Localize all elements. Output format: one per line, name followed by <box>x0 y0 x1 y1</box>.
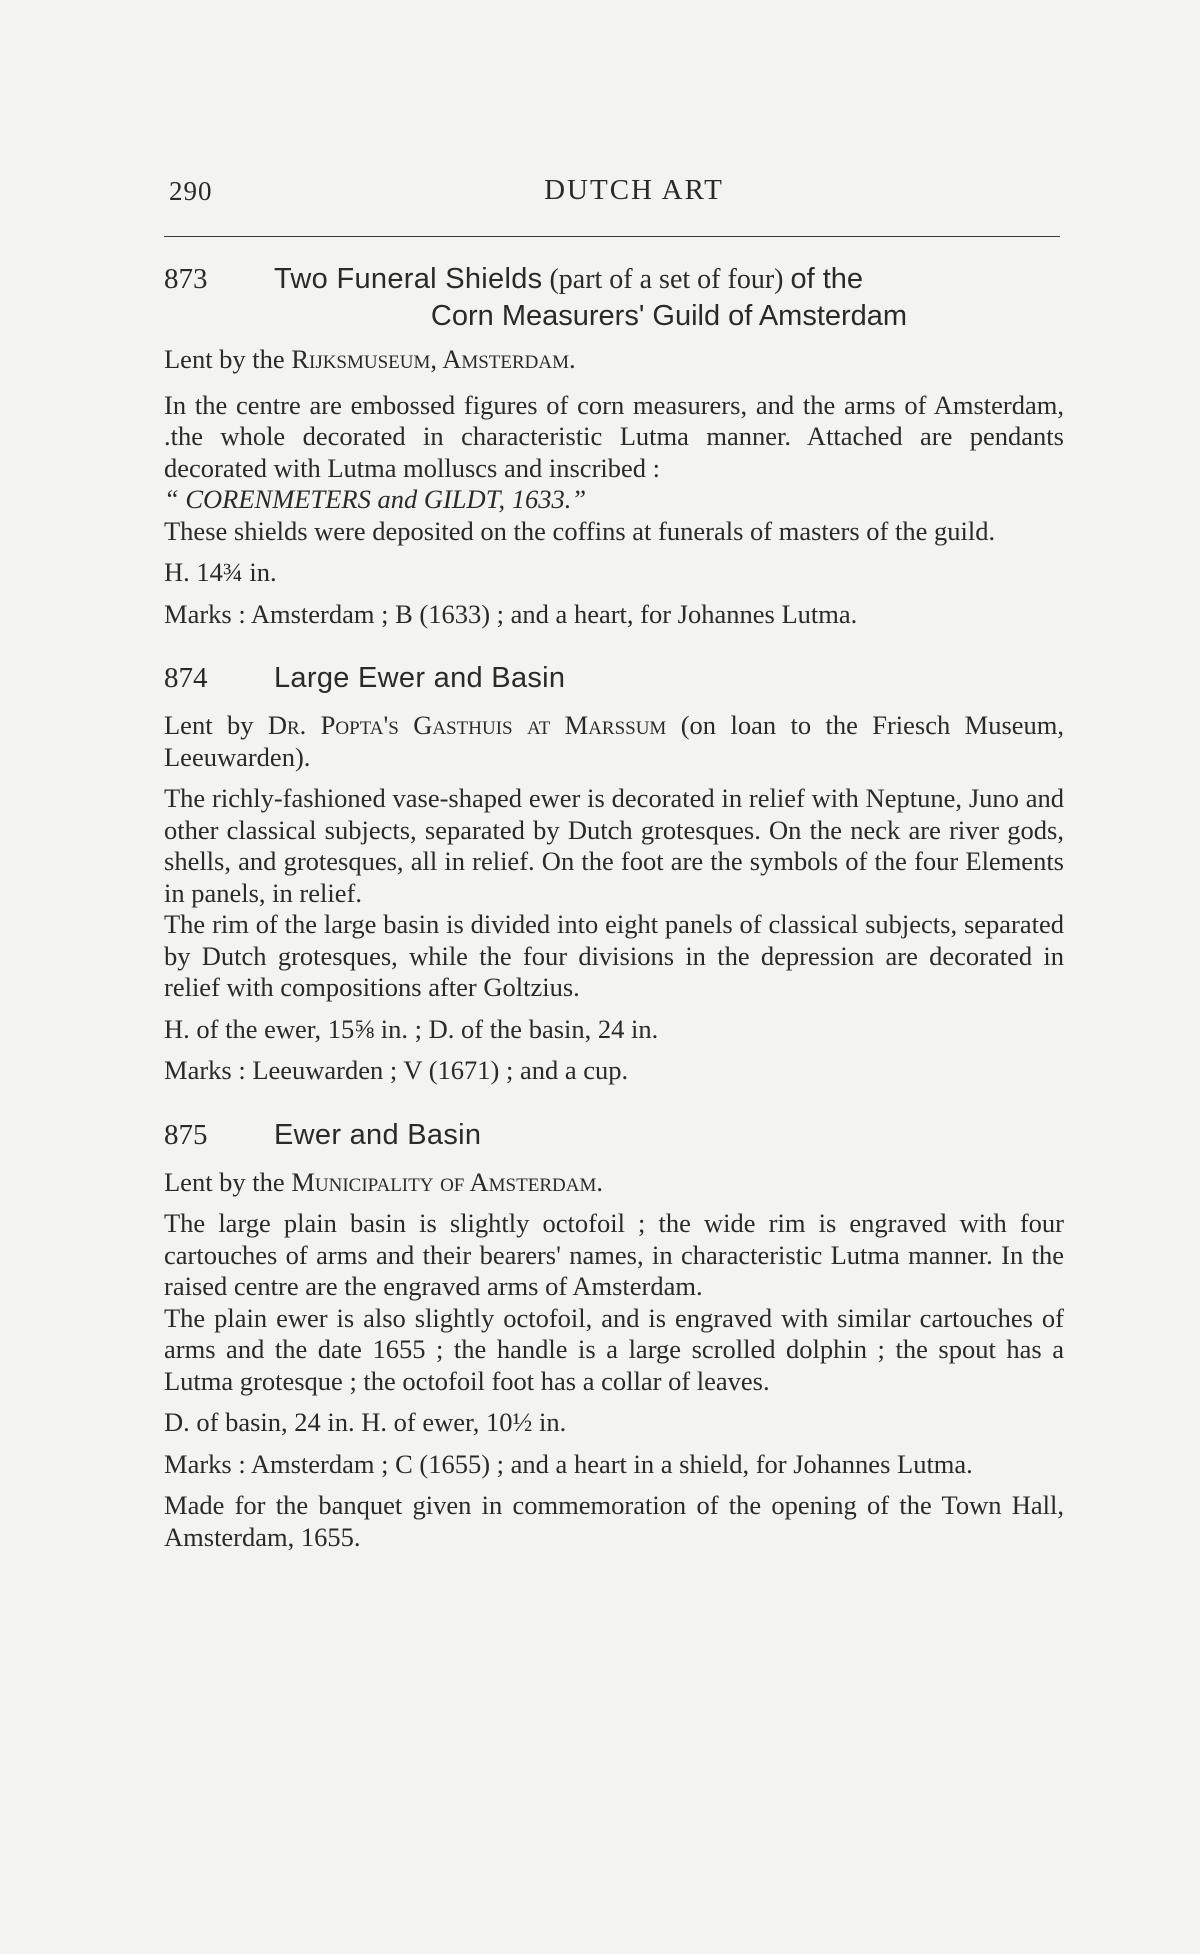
description-paragraph: The plain ewer is also slightly octofoil, and is engraved with similar cartouches of arms and the date 1655 ; the handle is a large scrolled dolphin ; the spout has a Lutma grotesque ; the octofoil foot has a collar of leaves. <box>164 1302 1064 1396</box>
entry-title <box>274 261 1064 298</box>
dimensions: H. 14¾ in. <box>164 557 277 587</box>
entry-title-end: of the <box>790 263 864 295</box>
entry-heading <box>164 1117 1064 1153</box>
description-paragraph: The rim of the large basin is divided into eight panels of classical subjects, separated by Dutch grotesques, while the four divisions in the depression are decorated in relief with compositions after Goltzius. <box>164 909 1064 1002</box>
dimensions: D. of basin, 24 in. H. of ewer, 10½ in. <box>164 1407 567 1437</box>
entry-number: 873 <box>164 263 208 295</box>
marks: Marks : Amsterdam ; C (1655) ; and a heart in a shield, for Johannes Lutma. <box>164 1448 973 1479</box>
page-number: 290 <box>169 176 213 206</box>
description-paragraph: In the centre are embossed figures of corn measurers, and the arms of Amsterdam, .the whole decorated in characteristic Lutma manner. Attached are pendants decorated with Lutma molluscs and inscribed : <box>164 389 1064 483</box>
historical-note: Made for the banquet given in commemoration of the opening of the Town Hall, Amsterdam, 1655. <box>164 1490 1064 1552</box>
description-paragraph: The richly-fashioned vase-shaped ewer is decorated in relief with Neptune, Juno and other classical subjects, separated by Dutch grotesques. On the neck are river gods, shells, and grotesques, all in relief. On the foot are the symbols of the four Elements in panels, in relief. <box>164 783 1064 908</box>
lender-name: Rijksmuseum, Amsterdam. <box>291 344 576 374</box>
entry-number: 875 <box>164 1118 208 1151</box>
marks: Marks : Leeuwarden ; V (1671) ; and a cup. <box>164 1055 629 1085</box>
lender-name: Municipality of Amsterdam. <box>291 1166 603 1197</box>
entry-title-main: Two Funeral Shields <box>274 263 543 295</box>
catalogue-entry-873 <box>164 261 1064 630</box>
inscription: “ CORENMETERS and GILDT, 1633.” <box>164 484 587 514</box>
entry-title-line2: Corn Measurers' Guild of Amsterdam <box>430 300 908 332</box>
entry-title-aside: (part of a set of four) <box>542 264 791 295</box>
entry-title-main: Ewer and Basin <box>274 1118 482 1151</box>
catalogue-entry-874 <box>164 660 1064 1087</box>
catalogue-entry-875 <box>164 1117 1064 1554</box>
entry-title-main: Large Ewer and Basin <box>274 662 566 694</box>
lender-line: Lent by Dr. Popta's Gasthuis at Marssum (on loan to the Friesch Museum, Leeuwarden). <box>164 710 1065 772</box>
lender-line: Lent by the Rijksmuseum, Amsterdam. <box>164 344 576 374</box>
entry-heading <box>164 261 1064 334</box>
running-title: DUTCH ART <box>544 174 724 206</box>
lender-name: Dr. Popta's Gasthuis at Marssum <box>267 710 667 740</box>
description-paragraph: These shields were deposited on the coffins at funerals of masters of the guild. <box>164 515 996 546</box>
running-head <box>164 168 1064 208</box>
description-paragraph: The large plain basin is slightly octofoil ; the wide rim is engraved with four cartouches of arms and their bearers' names, in characteristic Lutma manner. In the raised centre are the engraved arms of Amsterdam. <box>164 1208 1064 1301</box>
page-body <box>164 168 1064 1553</box>
entry-title <box>274 660 1064 696</box>
entry-title <box>274 1117 1064 1153</box>
entry-number: 874 <box>164 662 208 694</box>
entry-heading <box>164 660 1064 696</box>
lender-line: Lent by the Municipality of Amsterdam. <box>164 1166 603 1197</box>
marks: Marks : Amsterdam ; B (1633) ; and a heart, for Johannes Lutma. <box>164 598 858 629</box>
dimensions: H. of the ewer, 15⅝ in. ; D. of the basin, 24 in. <box>164 1013 659 1044</box>
